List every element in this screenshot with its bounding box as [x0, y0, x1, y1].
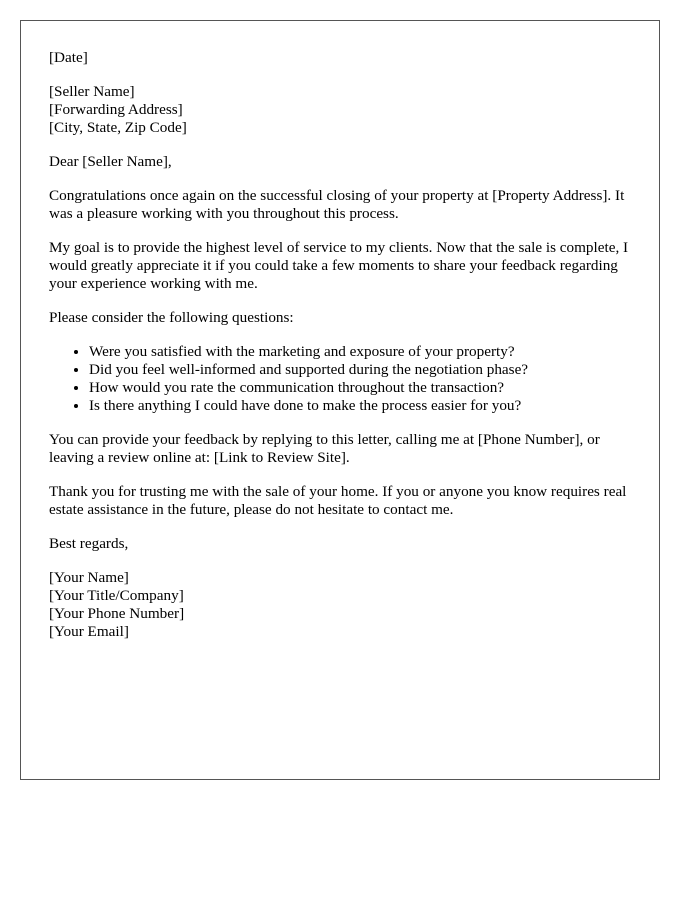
signature-block	[49, 569, 631, 641]
questions-list	[49, 343, 631, 415]
question-item: • Is there anything I could have done to make the process easier for you?	[89, 397, 631, 415]
question-item: • Did you feel well-informed and supported during the negotiation phase?	[89, 361, 631, 379]
letter-page	[20, 20, 660, 780]
closing: Best regards,	[49, 535, 129, 552]
signature-name: [Your Name]	[49, 569, 129, 586]
goal-paragraph: My goal is to provide the highest level of service to my clients. Now that the sale is complete, I would greatly appreciate it if you could take a few moments to share your feedback regarding your experience working with me.	[49, 239, 629, 292]
letter-date: [Date]	[49, 49, 88, 66]
thanks-paragraph: Thank you for trusting me with the sale of your home. If you or anyone you know requires real estate assistance in the future, please do not hesitate to contact me.	[49, 483, 627, 518]
question-item: • How would you rate the communication throughout the transaction?	[89, 379, 631, 397]
salutation: Dear [Seller Name],	[49, 153, 172, 170]
signature-email: [Your Email]	[49, 623, 129, 640]
recipient-address: [Forwarding Address]	[49, 101, 183, 118]
recipient-city: [City, State, Zip Code]	[49, 119, 187, 136]
signature-title: [Your Title/Company]	[49, 587, 184, 604]
feedback-paragraph: You can provide your feedback by replying to this letter, calling me at [Phone Number], or leaving a review online at: [Link to Review Site].	[49, 431, 600, 466]
signature-phone: [Your Phone Number]	[49, 605, 185, 622]
question-item: • Were you satisfied with the marketing and exposure of your property?	[89, 343, 631, 361]
recipient-address-block	[49, 83, 631, 137]
intro-paragraph: Congratulations once again on the successful closing of your property at [Property Address]. It was a pleasure working with you throughout this process.	[49, 187, 625, 222]
recipient-name: [Seller Name]	[49, 83, 135, 100]
questions-intro: Please consider the following questions:	[49, 309, 294, 326]
